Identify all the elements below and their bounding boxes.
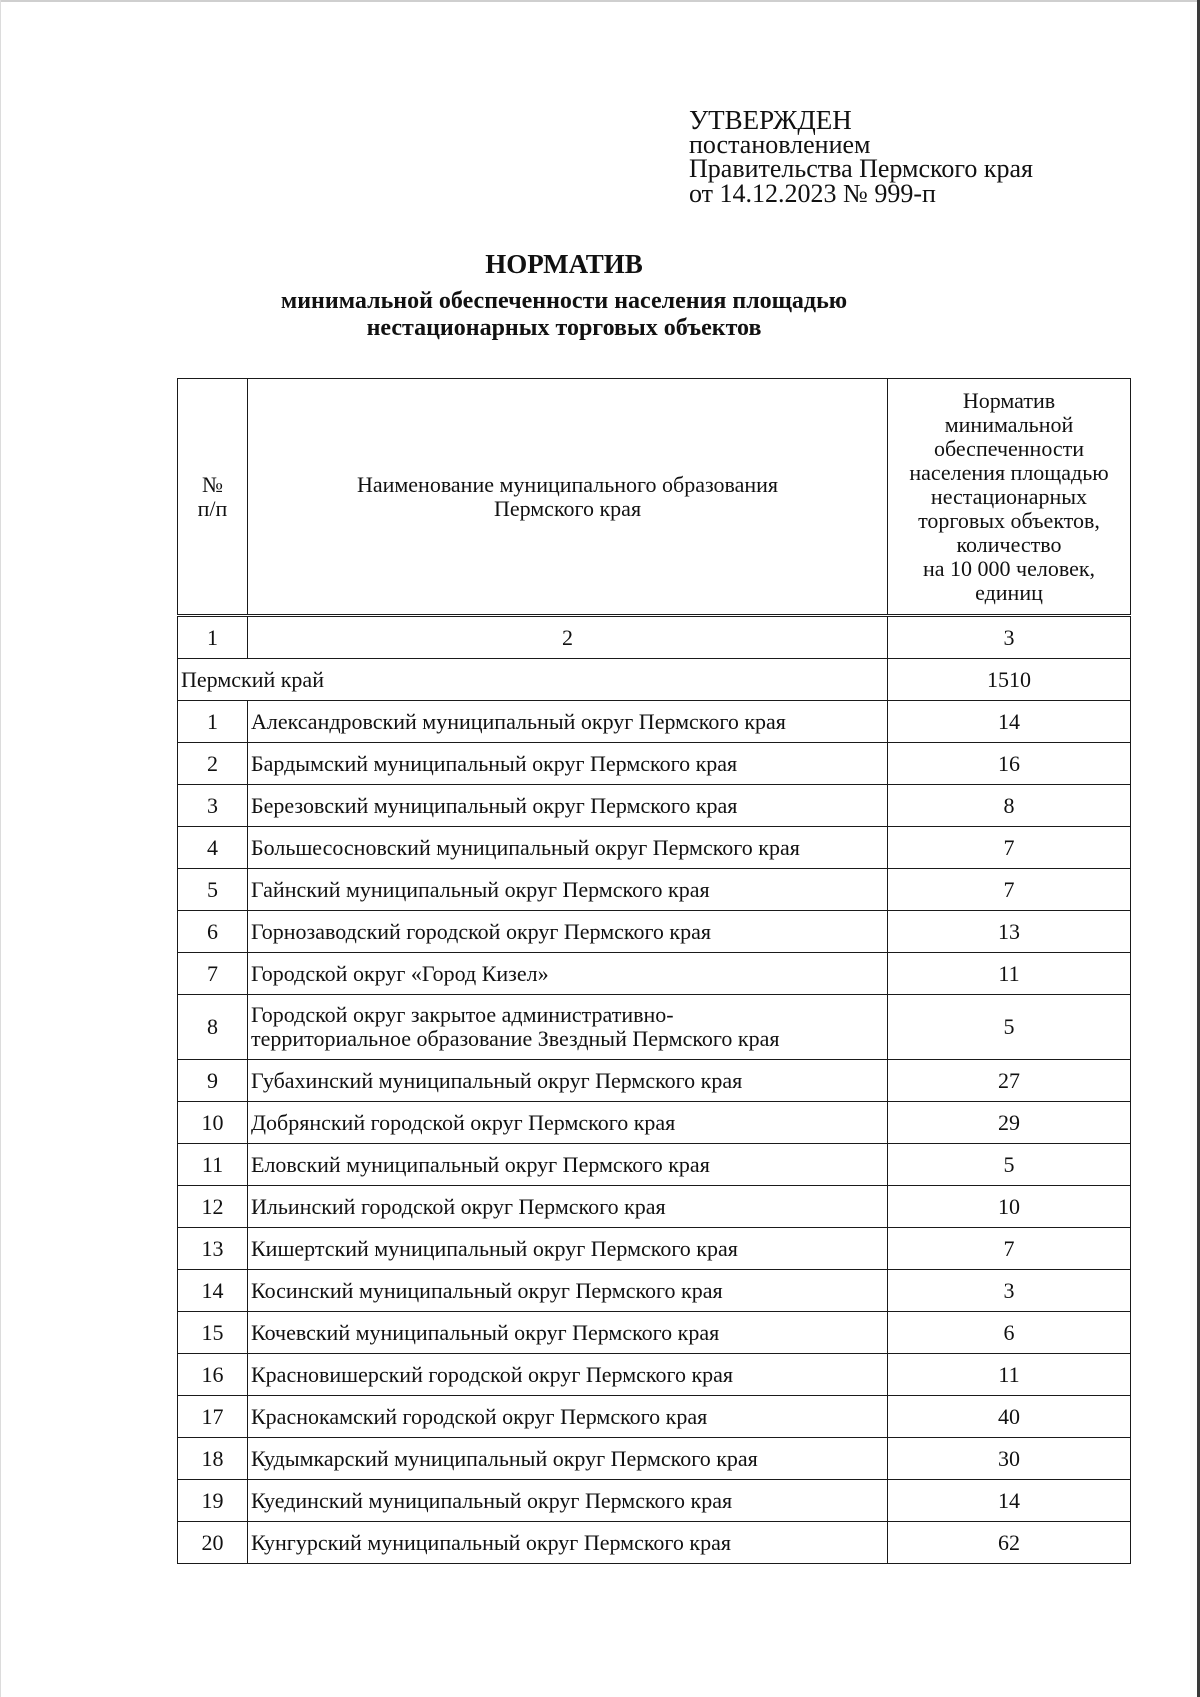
row-number: 7 bbox=[178, 953, 248, 995]
table-row bbox=[178, 1522, 1131, 1564]
norm-value: 10 bbox=[888, 1186, 1131, 1228]
norm-value: 11 bbox=[888, 1354, 1131, 1396]
table-row bbox=[178, 1270, 1131, 1312]
row-number: 19 bbox=[178, 1480, 248, 1522]
table-row bbox=[178, 1228, 1131, 1270]
norm-value: 27 bbox=[888, 1060, 1131, 1102]
municipality-name: Косинский муниципальный округ Пермского края bbox=[248, 1270, 888, 1312]
column-number: 2 bbox=[248, 616, 888, 659]
column-number: 3 bbox=[888, 616, 1131, 659]
municipality-name: Гайнский муниципальный округ Пермского края bbox=[248, 869, 888, 911]
table-row bbox=[178, 701, 1131, 743]
table-row bbox=[178, 1480, 1131, 1522]
table-header-row bbox=[178, 379, 1131, 616]
table-row bbox=[178, 1102, 1131, 1144]
row-number: 20 bbox=[178, 1522, 248, 1564]
approval-stamp-block bbox=[689, 105, 1033, 208]
norm-value: 13 bbox=[888, 911, 1131, 953]
header-norm-value bbox=[888, 379, 1131, 616]
header-text: количество bbox=[956, 531, 1062, 557]
row-number: 3 bbox=[178, 785, 248, 827]
norm-value: 29 bbox=[888, 1102, 1131, 1144]
row-number: 6 bbox=[178, 911, 248, 953]
row-number: 5 bbox=[178, 869, 248, 911]
scan-edge-top bbox=[0, 0, 1200, 2]
norm-value: 14 bbox=[888, 1480, 1131, 1522]
header-text: нестационарных bbox=[930, 483, 1088, 509]
municipality-name: Горнозаводский городской округ Пермского края bbox=[248, 911, 888, 953]
table-row bbox=[178, 785, 1131, 827]
total-region-name: Пермский край bbox=[178, 659, 888, 701]
document-title: НОРМАТИВ bbox=[485, 249, 643, 279]
header-text: на 10 000 человек, bbox=[922, 555, 1096, 581]
norm-value: 14 bbox=[888, 701, 1131, 743]
approval-line-government: Правительства Пермского края bbox=[689, 154, 1033, 183]
table-row bbox=[178, 995, 1131, 1060]
header-text: Норматив bbox=[962, 387, 1056, 413]
municipality-name: Куединский муниципальный округ Пермского края bbox=[248, 1480, 888, 1522]
total-row bbox=[178, 659, 1131, 701]
table-row bbox=[178, 1144, 1131, 1186]
municipality-name: Березовский муниципальный округ Пермского края bbox=[248, 785, 888, 827]
header-text: обеспеченности bbox=[933, 435, 1085, 461]
row-number: 1 bbox=[178, 701, 248, 743]
header-text: п/п bbox=[197, 495, 228, 521]
row-number: 14 bbox=[178, 1270, 248, 1312]
municipality-name: Ильинский городской округ Пермского края bbox=[248, 1186, 888, 1228]
municipality-name bbox=[248, 995, 888, 1060]
norm-value: 7 bbox=[888, 869, 1131, 911]
header-text: единиц bbox=[975, 579, 1043, 605]
norm-value: 16 bbox=[888, 743, 1131, 785]
total-region-value: 1510 bbox=[888, 659, 1131, 701]
document-subtitle bbox=[0, 288, 1128, 342]
norm-value: 7 bbox=[888, 827, 1131, 869]
row-number: 11 bbox=[178, 1144, 248, 1186]
column-number: 1 bbox=[178, 616, 248, 659]
municipality-name: Бардымский муниципальный округ Пермского края bbox=[248, 743, 888, 785]
row-number: 10 bbox=[178, 1102, 248, 1144]
municipality-name: Александровский муниципальный округ Пермского края bbox=[248, 701, 888, 743]
municipality-name: Красновишерский городской округ Пермского края bbox=[248, 1354, 888, 1396]
header-text: Наименование муниципального образования bbox=[356, 471, 779, 497]
norm-value: 5 bbox=[888, 995, 1131, 1060]
table-row bbox=[178, 1186, 1131, 1228]
header-municipality-name bbox=[248, 379, 888, 616]
table-row bbox=[178, 827, 1131, 869]
municipality-name: Еловский муниципальный округ Пермского края bbox=[248, 1144, 888, 1186]
row-number: 13 bbox=[178, 1228, 248, 1270]
norm-table bbox=[177, 378, 1131, 1564]
subtitle-line: минимальной обеспеченности населения площадью bbox=[280, 288, 848, 314]
header-number bbox=[178, 379, 248, 616]
approval-line-approved: УТВЕРЖДЕН bbox=[689, 105, 852, 135]
row-number: 9 bbox=[178, 1060, 248, 1102]
header-text: № bbox=[202, 471, 223, 497]
municipality-name-line: территориальное образование Звездный Пермского края bbox=[251, 1026, 780, 1051]
table-row bbox=[178, 1396, 1131, 1438]
norm-value: 8 bbox=[888, 785, 1131, 827]
row-number: 17 bbox=[178, 1396, 248, 1438]
row-number: 2 bbox=[178, 743, 248, 785]
municipality-name: Губахинский муниципальный округ Пермского края bbox=[248, 1060, 888, 1102]
table-row bbox=[178, 1354, 1131, 1396]
norm-value: 30 bbox=[888, 1438, 1131, 1480]
table-row bbox=[178, 1312, 1131, 1354]
approval-line-date-number: от 14.12.2023 № 999-п bbox=[689, 178, 936, 208]
norm-value: 5 bbox=[888, 1144, 1131, 1186]
row-number: 18 bbox=[178, 1438, 248, 1480]
municipality-name: Кишертский муниципальный округ Пермского края bbox=[248, 1228, 888, 1270]
row-number: 12 bbox=[178, 1186, 248, 1228]
norm-value: 11 bbox=[888, 953, 1131, 995]
norm-value: 40 bbox=[888, 1396, 1131, 1438]
table-row bbox=[178, 1438, 1131, 1480]
norm-value: 7 bbox=[888, 1228, 1131, 1270]
municipality-name: Кудымкарский муниципальный округ Пермского края bbox=[248, 1438, 888, 1480]
table-row bbox=[178, 869, 1131, 911]
norm-value: 3 bbox=[888, 1270, 1131, 1312]
header-text: населения площадью bbox=[909, 459, 1109, 485]
column-numbers-row bbox=[178, 616, 1131, 659]
header-text: торговых объектов, bbox=[918, 507, 1100, 533]
table-row bbox=[178, 1060, 1131, 1102]
table-row bbox=[178, 911, 1131, 953]
row-number: 4 bbox=[178, 827, 248, 869]
norm-value: 6 bbox=[888, 1312, 1131, 1354]
row-number: 16 bbox=[178, 1354, 248, 1396]
municipality-name: Кунгурский муниципальный округ Пермского края bbox=[248, 1522, 888, 1564]
table-row bbox=[178, 953, 1131, 995]
row-number: 8 bbox=[178, 995, 248, 1060]
municipality-name: Городской округ «Город Кизел» bbox=[248, 953, 888, 995]
municipality-name: Краснокамский городской округ Пермского края bbox=[248, 1396, 888, 1438]
municipality-name: Большесосновский муниципальный округ Пермского края bbox=[248, 827, 888, 869]
approval-line-decree: постановлением bbox=[689, 129, 871, 159]
municipality-name: Добрянский городской округ Пермского края bbox=[248, 1102, 888, 1144]
subtitle-line: нестационарных торговых объектов bbox=[366, 315, 762, 341]
row-number: 15 bbox=[178, 1312, 248, 1354]
header-text: Пермского края bbox=[493, 495, 642, 521]
norm-value: 62 bbox=[888, 1522, 1131, 1564]
municipality-name-line: Городской округ закрытое административно- bbox=[251, 1002, 674, 1027]
header-text: минимальной bbox=[944, 411, 1074, 437]
table-row bbox=[178, 743, 1131, 785]
municipality-name: Кочевский муниципальный округ Пермского края bbox=[248, 1312, 888, 1354]
